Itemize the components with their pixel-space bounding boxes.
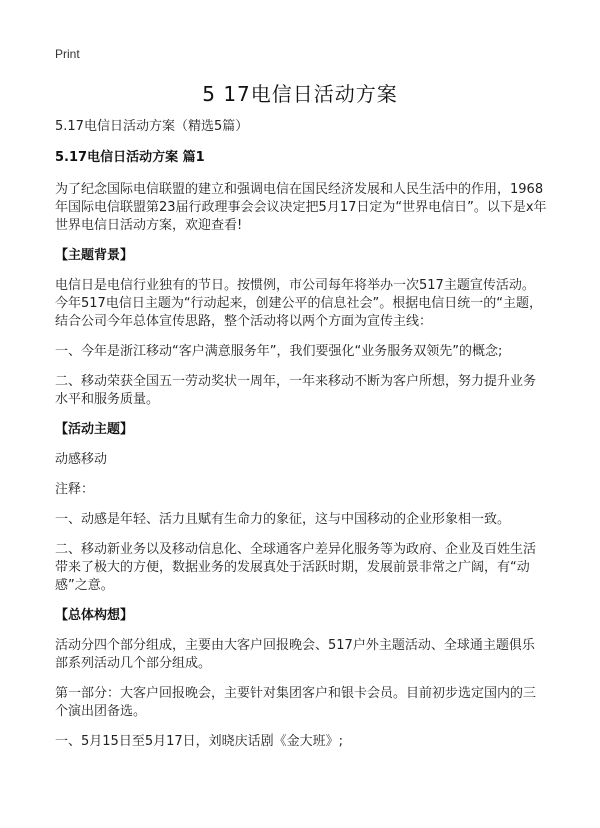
theme-value: 动感移动 bbox=[55, 452, 108, 467]
intro-paragraph: 为了纪念国际电信联盟的建立和强调电信在国民经济发展和人民生活中的作用，1968年国际电信联盟第23届行政理事会会议决定把5月17日定为“世界电信日”。以下是x年世界电信日活动方案，欢迎查看! bbox=[55, 182, 547, 233]
note-paragraph-2: 二、移动新业务以及移动信息化、全球通客户差异化服务等为政府、企业及百姓生活带来了极大的方便，数据业务的发展真处于活跃时期，发展前景非常之广阔，有“动感”之意。 bbox=[55, 542, 537, 593]
background-paragraph-2: 一、今年是浙江移动“客户满意服务年”，我们要强化“业务服务双领先”的概念; bbox=[55, 344, 503, 359]
heading-concept: 【总体构想】 bbox=[55, 608, 134, 623]
concept-paragraph-3: 一、5月15日至5月17日，刘晓庆话剧《金大班》; bbox=[55, 734, 344, 749]
note-label: 注释： bbox=[55, 482, 95, 497]
concept-paragraph-2: 第一部分：大客户回报晚会，主要针对集团客户和银卡会员。目前初步选定国内的三个演出团备选。 bbox=[55, 686, 537, 719]
heading-background: 【主题背景】 bbox=[55, 248, 134, 263]
section-heading: 5.17电信日活动方案 篇1 bbox=[55, 150, 205, 165]
concept-paragraph-1: 活动分四个部分组成，主要由大客户回报晚会、517户外主题活动、全球通主题俱乐部系列活动几个部分组成。 bbox=[55, 638, 535, 671]
page-title: 5 17电信日活动方案 bbox=[202, 82, 398, 106]
background-paragraph-3: 二、移动荣获全国五一劳动奖状一周年，一年来移动不断为客户所想，努力提升业务水平和服务质量。 bbox=[55, 374, 537, 407]
background-paragraph-1: 电信日是电信行业独有的节日。按惯例，市公司每年将举办一次517主题宣传活动。今年517电信日主题为“行动起来，创建公平的信息社会”。根据电信日统一的“主题，结合公司今年总体宣传思路，整个活动将以两个方面为宣传主线： bbox=[55, 278, 543, 329]
heading-theme: 【活动主题】 bbox=[55, 422, 134, 437]
document-body bbox=[55, 118, 547, 763]
document-subtitle: 5.17电信日活动方案（精选5篇） bbox=[55, 119, 249, 134]
note-paragraph-1: 一、动感是年轻、活力且赋有生命力的象征，这与中国移动的企业形象相一致。 bbox=[55, 512, 511, 527]
print-label[interactable]: Print bbox=[55, 47, 80, 61]
